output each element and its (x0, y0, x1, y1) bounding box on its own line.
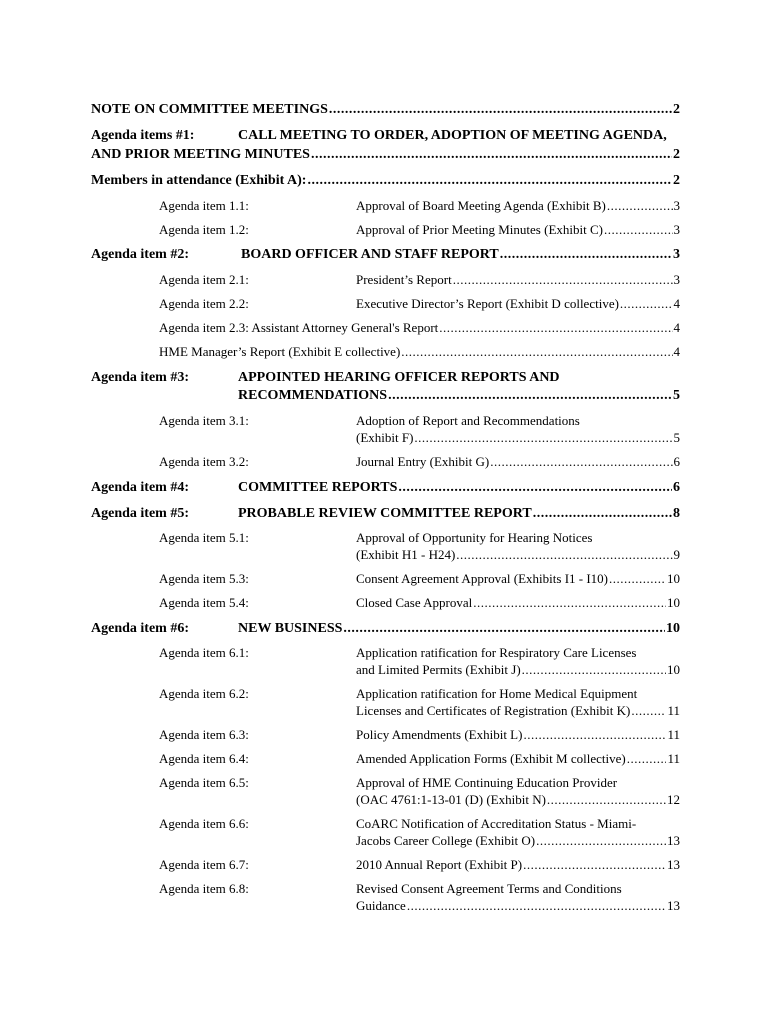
toc-page: 13 (667, 857, 680, 872)
toc-entry-1-1 (356, 198, 680, 214)
toc-entry-hme (159, 344, 680, 360)
toc-label: Agenda item 2.1: (159, 272, 249, 287)
toc-label: Agenda items #1: (91, 128, 195, 143)
toc-title: Approval of Prior Meeting Minutes (Exhibit C) (356, 222, 603, 237)
toc-title: (Exhibit F) (356, 430, 414, 445)
toc-title: Closed Case Approval (356, 595, 473, 610)
toc-entry-6-8 (356, 898, 680, 914)
toc-title: Approval of HME Continuing Education Provider (356, 775, 618, 790)
toc-title: Jacobs Career College (Exhibit O) (356, 833, 536, 848)
toc-title: RECOMMENDATIONS (238, 388, 388, 403)
toc-leader (329, 101, 672, 118)
toc-leader (604, 222, 673, 238)
toc-page: 3 (673, 247, 680, 262)
toc-page: 5 (673, 430, 680, 445)
toc-leader (609, 571, 666, 587)
toc-label: Agenda item 6.1: (159, 645, 249, 660)
toc-leader (620, 296, 673, 312)
toc-entry-members (91, 172, 680, 189)
toc-label: Agenda item #6: (91, 621, 189, 636)
toc-leader (311, 146, 672, 163)
toc-leader (533, 505, 672, 522)
toc-page: 11 (667, 703, 680, 718)
toc-leader (388, 387, 672, 404)
toc-label: Agenda item #3: (91, 370, 189, 385)
toc-entry-6-3 (356, 727, 680, 743)
toc-page: 3 (673, 272, 680, 287)
toc-title: 2010 Annual Report (Exhibit P) (356, 857, 523, 872)
toc-leader (490, 454, 672, 470)
toc-label: Agenda item 6.8: (159, 881, 249, 896)
toc-page: 6 (673, 454, 680, 469)
toc-title: Amended Application Forms (Exhibit M collective) (356, 751, 626, 766)
toc-page: 13 (667, 833, 680, 848)
toc-entry-6-1 (356, 662, 680, 678)
toc-label: Agenda item 6.2: (159, 686, 249, 701)
toc-page: 2 (673, 147, 680, 162)
toc-entry-6-6 (356, 833, 680, 849)
toc-label: Agenda item 3.1: (159, 413, 249, 428)
toc-leader (631, 703, 666, 719)
toc-entry-5-1 (356, 547, 680, 563)
toc-entry-2-1 (356, 272, 680, 288)
toc-entry-6-7 (356, 857, 680, 873)
toc-page: 5 (673, 388, 680, 403)
toc-page: 2 (673, 102, 680, 117)
toc-leader (407, 898, 666, 914)
toc-page: 4 (673, 344, 680, 359)
toc-title: Revised Consent Agreement Terms and Conditions (356, 881, 622, 896)
toc-title: Members in attendance (Exhibit A): (91, 173, 307, 188)
toc-leader (456, 547, 672, 563)
toc-page: 9 (673, 547, 680, 562)
toc-title: CoARC Notification of Accreditation Status - Miami- (356, 816, 637, 831)
toc-page: 8 (673, 506, 680, 521)
toc-title: Guidance (356, 898, 406, 913)
toc-label: Agenda item #2: (91, 247, 189, 262)
toc-page: 4 (673, 320, 680, 335)
toc-title: Policy Amendments (Exhibit L) (356, 727, 523, 742)
toc-title: Journal Entry (Exhibit G) (356, 454, 490, 469)
toc-label: Agenda item 6.5: (159, 775, 249, 790)
toc-entry-5-4 (356, 595, 680, 611)
toc-title: Application ratification for Home Medical Equipment (356, 686, 638, 701)
toc-entry-agenda-1 (91, 146, 680, 163)
toc-label: Agenda item 1.1: (159, 198, 249, 213)
toc-title: Licenses and Certificates of Registration (Exhibit K) (356, 703, 631, 718)
toc-title: Executive Director’s Report (Exhibit D collective) (356, 296, 619, 311)
toc-title: APPOINTED HEARING OFFICER REPORTS AND (238, 370, 560, 385)
toc-label: Agenda item 5.3: (159, 571, 249, 586)
toc-title: President’s Report (356, 272, 452, 287)
toc-title: Agenda item 2.3: Assistant Attorney General's Report (159, 320, 439, 335)
toc-leader (343, 620, 665, 637)
toc-entry-6-4 (356, 751, 680, 767)
toc-title: (Exhibit H1 - H24) (356, 547, 456, 562)
toc-title: Adoption of Report and Recommendations (356, 413, 580, 428)
toc-title: NOTE ON COMMITTEE MEETINGS (91, 102, 328, 117)
toc-entry-5-3 (356, 571, 680, 587)
toc-label: Agenda item 6.6: (159, 816, 249, 831)
toc-page: 12 (667, 792, 680, 807)
toc-entry-3-1 (356, 430, 680, 446)
toc-entry-agenda-3 (238, 387, 680, 404)
toc-leader (523, 727, 666, 743)
toc-leader (473, 595, 666, 611)
toc-leader (536, 833, 666, 849)
toc-label: Agenda item 5.1: (159, 530, 249, 545)
toc-label: Agenda item 2.2: (159, 296, 249, 311)
toc-page: 3 (673, 222, 680, 237)
toc-entry-agenda-4 (238, 479, 680, 496)
toc-page: 10 (667, 571, 680, 586)
toc-entry-2-2 (356, 296, 680, 312)
toc-entry-6-2 (356, 703, 680, 719)
toc-label: Agenda item #4: (91, 480, 189, 495)
toc-title: HME Manager’s Report (Exhibit E collective) (159, 344, 401, 359)
toc-title: (OAC 4761:1-13-01 (D) (Exhibit N) (356, 792, 546, 807)
toc-page: 11 (667, 727, 680, 742)
toc-page: 10 (667, 595, 680, 610)
toc-title: Approval of Board Meeting Agenda (Exhibit B) (356, 198, 606, 213)
toc-leader (414, 430, 672, 446)
toc-page: 11 (667, 751, 680, 766)
toc-leader (547, 792, 666, 808)
toc-title: COMMITTEE REPORTS (238, 480, 398, 495)
toc-leader (453, 272, 673, 288)
toc-label: Agenda item 1.2: (159, 222, 249, 237)
toc-entry-note (91, 101, 680, 118)
toc-leader (439, 320, 672, 336)
toc-leader (401, 344, 672, 360)
toc-title: and Limited Permits (Exhibit J) (356, 662, 521, 677)
toc-title: CALL MEETING TO ORDER, ADOPTION OF MEETING AGENDA, (238, 128, 667, 143)
toc-title: Consent Agreement Approval (Exhibits I1 - I10) (356, 571, 609, 586)
toc-leader (627, 751, 667, 767)
toc-entry-2-3 (159, 320, 680, 336)
toc-leader (500, 246, 672, 263)
toc-page: 10 (667, 662, 680, 677)
toc-entry-1-2 (356, 222, 680, 238)
toc-entry-agenda-5 (238, 505, 680, 522)
toc-page: 3 (673, 198, 680, 213)
toc-title: Approval of Opportunity for Hearing Notices (356, 530, 593, 545)
toc-entry-agenda-2 (241, 246, 680, 263)
toc-title: PROBABLE REVIEW COMMITTEE REPORT (238, 506, 532, 521)
toc-page: 13 (667, 898, 680, 913)
toc-entry-6-5 (356, 792, 680, 808)
toc-page: 2 (673, 173, 680, 188)
toc-label: Agenda item 6.4: (159, 751, 249, 766)
toc-title: Application ratification for Respiratory Care Licenses (356, 645, 637, 660)
toc-title: BOARD OFFICER AND STAFF REPORT (241, 247, 499, 262)
toc-page: 10 (666, 621, 680, 636)
toc-entry-agenda-6 (238, 620, 680, 637)
toc-leader (522, 662, 666, 678)
toc-leader (607, 198, 673, 214)
toc-label: Agenda item 3.2: (159, 454, 249, 469)
toc-page: 6 (673, 480, 680, 495)
toc-label: Agenda item 5.4: (159, 595, 249, 610)
toc-entry-3-2 (356, 454, 680, 470)
toc-label: Agenda item 6.3: (159, 727, 249, 742)
toc-title: AND PRIOR MEETING MINUTES (91, 147, 310, 162)
toc-page: 4 (673, 296, 680, 311)
toc-leader (523, 857, 666, 873)
toc-label: Agenda item 6.7: (159, 857, 249, 872)
toc-leader (398, 479, 672, 496)
toc-label: Agenda item #5: (91, 506, 189, 521)
toc-title: NEW BUSINESS (238, 621, 343, 636)
toc-leader (307, 172, 672, 189)
